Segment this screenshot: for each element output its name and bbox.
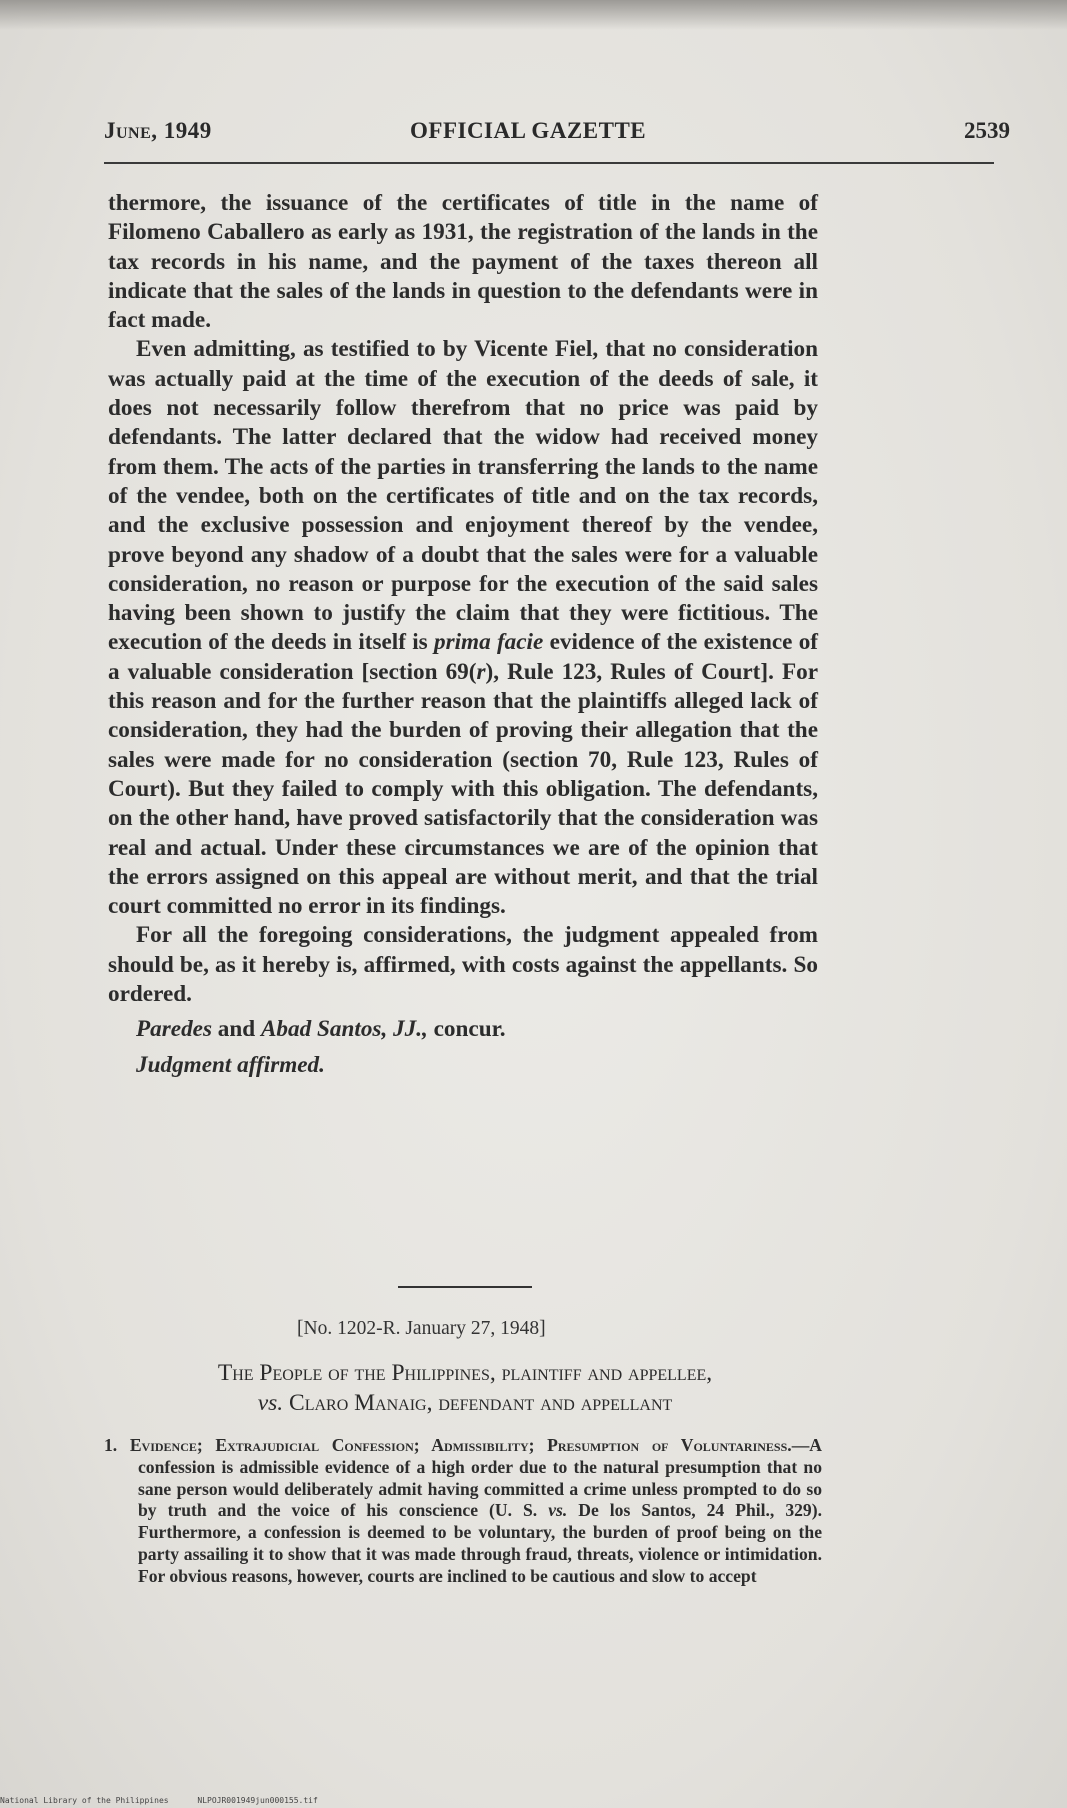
footer-file: NLPOJR001949jun000155.tif <box>197 1796 318 1805</box>
appellant-name: Claro Manaig, defendant and appellant <box>289 1390 673 1416</box>
decision-body <box>108 189 818 1080</box>
paragraph-3: For all the foregoing considerations, the judgment appealed from should be, as it hereby is, affirmed, with costs against the appellants. So ordered. <box>108 922 818 1008</box>
syllabus-text-b: De los Santos, 24 Phil., 329). Furthermore, a confession is deemed to be voluntary, the burden of proof being on the party assailing it to show that it was made through fraud, threats, violence or intimidation. For obvious reasons, however, courts are inclined to be cautious and slow to accept <box>138 1500 822 1586</box>
justice-name-2: Abad Santos, JJ., <box>260 1016 428 1043</box>
paragraph-2-part-c: ), Rule 123, Rules of Court]. For this reason and for the further reason that the plaintiffs alleged lack of consideration, they had the burden of proving their allegation that the sales were made for no consideration (section 70, Rule 123, Rules of Court). But they failed to comply with this obligation. The defendants, on the other hand, have proved satisfactorily that the consideration was real and actual. Under these circumstances we are of the opinion that the errors assigned on this appeal are without merit, and that the trial court committed no error in its findings. <box>108 658 818 920</box>
footer-library: National Library of the Philippines <box>0 1796 169 1805</box>
header-page-number: 2539 <box>964 118 1010 143</box>
running-header <box>104 118 1010 150</box>
header-date: June, 1949 <box>104 118 212 143</box>
concur-and: and <box>217 1016 256 1043</box>
paragraph-1: thermore, the issuance of the certificates of title in the name of Filomeno Caballero as early as 1931, the registration of the lands in the tax records in his name, and the payment of the taxes thereon all indicate that the sales of the lands in question to the defendants were in fact made. <box>108 190 818 334</box>
case-number: [No. 1202-R. January 27, 1948] <box>297 1318 546 1339</box>
latin-term: prima facie <box>433 629 544 656</box>
syllabus-item-1 <box>104 1435 822 1588</box>
paragraph-2-part-b: evidence of the existence of a valuable consideration [section 69( <box>108 629 819 685</box>
paragraph-2 <box>108 335 818 921</box>
syllabus-headings: Evidence; Extrajudicial Confession; Admissibility; Presumption of Voluntariness. <box>129 1435 792 1455</box>
syllabus-number: 1. <box>104 1435 118 1455</box>
paragraph-2-part-a: Even admitting, as testified to by Vicente Fiel, that no consideration was actually paid at the time of the execution of the deeds of sale, it does not necessarily follow therefrom that no price was paid by defendants. The latter declared that the widow had received money from them. The acts of the parties in transferring the lands to the name of the vendee, both on the certificates of title and on the tax records, and the exclusive possession and enjoyment thereof by the vendee, prove beyond any shadow of a doubt that the sales were for a valuable consideration, no reason or purpose for the execution of the said sales having been shown to justify the claim that they were fictitious. The execution of the deeds in itself is <box>108 336 818 656</box>
syllabus <box>104 1435 822 1588</box>
header-title: OFFICIAL GAZETTE <box>410 118 647 143</box>
scan-footer <box>0 1796 600 1808</box>
case-title-line-2 <box>110 1388 820 1418</box>
case-title <box>110 1358 820 1418</box>
syllabus-text-a: —A confession is admissible evidence of a high order due to the natural presumption that no sane person would deliberately admit having committed a crime unless prompted to do so by truth and the voice of his conscience (U. S. <box>138 1435 822 1521</box>
justice-name-1: Paredes <box>136 1016 212 1043</box>
concur-text: concur. <box>433 1016 506 1043</box>
concurrence-line <box>108 1015 818 1044</box>
section-letter: r <box>476 658 486 685</box>
section-divider <box>398 1286 532 1288</box>
scan-edge-shadow <box>0 0 1067 30</box>
judgment-line: Judgment affirmed. <box>136 1051 325 1078</box>
syllabus-versus: vs. <box>548 1500 568 1521</box>
case-title-line-1: The People of the Philippines, plaintiff and appellee, <box>217 1360 713 1386</box>
header-rule <box>104 162 994 164</box>
versus: vs. <box>257 1390 284 1416</box>
